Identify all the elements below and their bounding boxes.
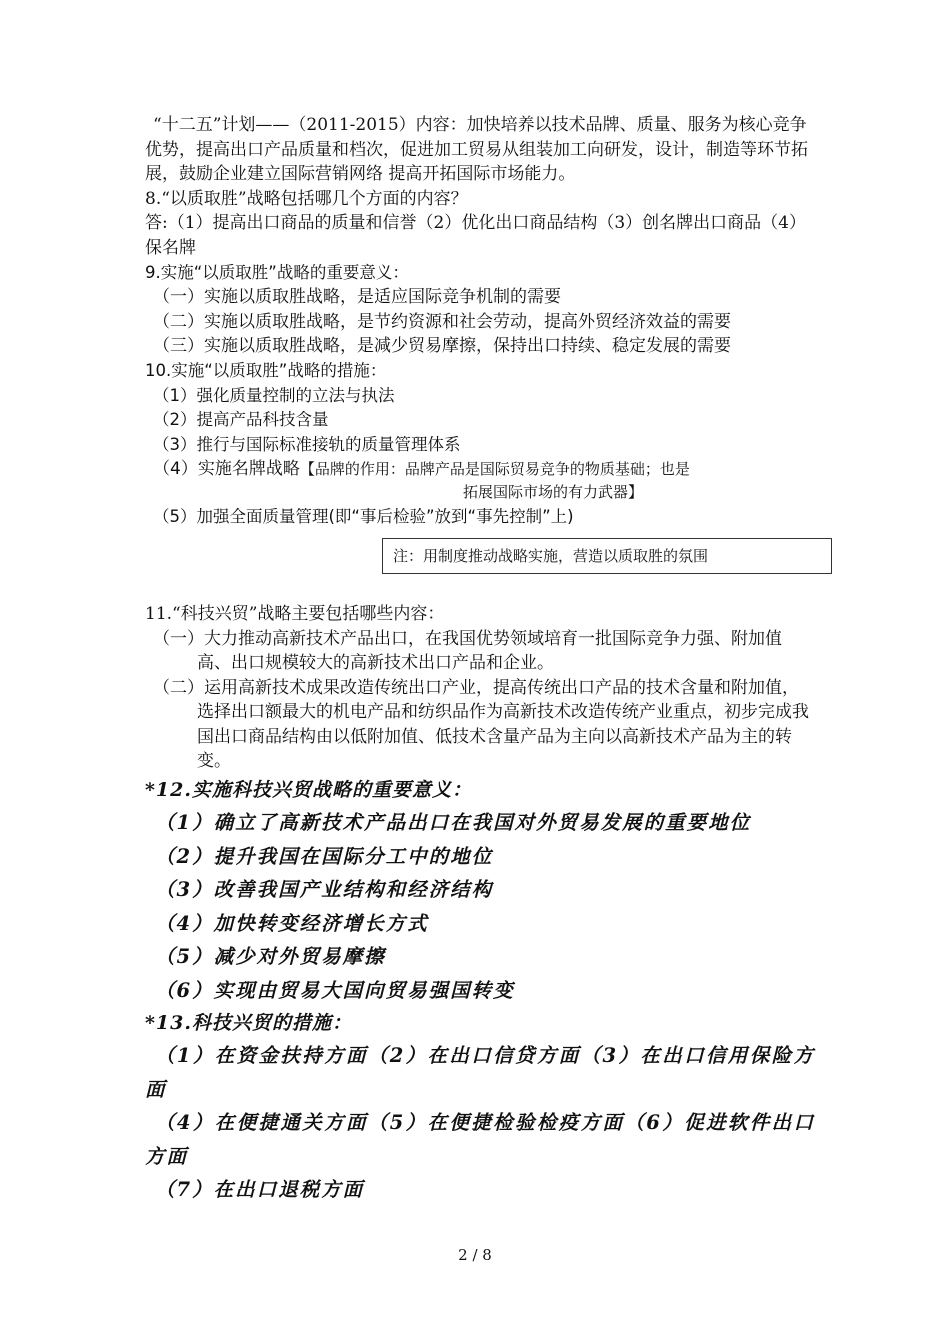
q10-item-2: （2）提高产品科技含量 (153, 410, 329, 430)
q13-title: *13.科技兴贸的措施： (145, 1012, 352, 1035)
q10-item-4-main: （4）实施名牌战略 (153, 459, 300, 480)
q10-title: 10.实施“以质取胜”战略的措施： (145, 360, 387, 380)
q12-item-5: （5）减少对外贸易摩擦 (155, 945, 386, 969)
q9-title: 9.实施“以质取胜”战略的重要意义： (145, 262, 409, 282)
q10-item-1: （1）强化质量控制的立法与执法 (153, 385, 395, 405)
q9-item-1: （一）实施以质取胜战略，是适应国际竞争机制的需要 (153, 287, 561, 308)
q10-item-4-note-cont: 拓展国际市场的有力武器】 (463, 483, 644, 502)
q8-answer: 答:（1）提高出口商品的质量和信誉（2）优化出口商品结构（3）创名牌出口商品（4）保名牌 (145, 213, 806, 258)
q12-item-1: （1）确立了高新技术产品出口在我国对外贸易发展的重要地位 (155, 811, 752, 835)
q10-item-4-note: 【品牌的作用：品牌产品是国际贸易竞争的物质基础；也是 (299, 460, 690, 479)
q10-item-4 (145, 457, 815, 481)
page-number: 2 / 8 (458, 1246, 492, 1264)
intro-paragraph: “十二五”计划——（2011-2015）内容：加快培养以技术品牌、质量、服务为核心竞争优势，提高出口产品质量和档次，促进加工贸易从组装加工向研发，设计，制造等环节拓展，鼓励企业建立国际营销网络 提高开拓国际市场能力。 (145, 115, 808, 185)
q13-para-1: （1）在资金扶持方面（2）在出口信贷方面（3）在出口信用保险方面 (145, 1044, 815, 1101)
q12-item-4: （4）加快转变经济增长方式 (155, 911, 429, 935)
note-box: 注：用制度推动战略实施，营造以质取胜的氛围 (382, 538, 832, 574)
q11-title: 11.“科技兴贸”战略主要包括哪些内容： (145, 603, 445, 624)
q12-item-2: （2）提升我国在国际分工中的地位 (155, 844, 494, 868)
q11-item-2: （二）运用高新技术成果改造传统出口产业，提高传统出口产品的技术含量和附加值，选择出口额最大的机电产品和纺织品作为高新技术改造传统产业重点，初步完成我国出口商品结构由以低附加值、低技术含量产品为主向以高新技术产品为主的转变。 (153, 677, 809, 772)
q13-para-2: （4）在便捷通关方面（5）在便捷检验检疫方面（6）促进软件出口方面 (145, 1111, 815, 1168)
q11-item-1: （一）大力推动高新技术产品出口，在我国优势领域培育一批国际竞争力强、附加值高、出口规模较大的高新技术出口产品和企业。 (153, 628, 782, 674)
q9-item-3: （三）实施以质取胜战略，是减少贸易摩擦，保持出口持续、稳定发展的需要 (153, 336, 731, 357)
q12-item-6: （6）实现由贸易大国向贸易强国转变 (155, 978, 515, 1002)
q12-title: *12.实施科技兴贸战略的重要意义： (145, 779, 472, 802)
q10-item-3: （3）推行与国际标准接轨的质量管理体系 (153, 434, 461, 454)
q12-item-3: （3）改善我国产业结构和经济结构 (155, 878, 494, 902)
q10-item-5: （5）加强全面质量管理(即“事后检验”放到“事先控制”上) (153, 507, 574, 527)
q9-item-2: （二）实施以质取胜战略，是节约资源和社会劳动，提高外贸经济效益的需要 (153, 311, 731, 332)
q13-para-3: （7）在出口退税方面 (155, 1178, 365, 1202)
q8-question: 8.“以质取胜”战略包括哪几个方面的内容？ (145, 188, 468, 209)
document-page (145, 113, 815, 1207)
